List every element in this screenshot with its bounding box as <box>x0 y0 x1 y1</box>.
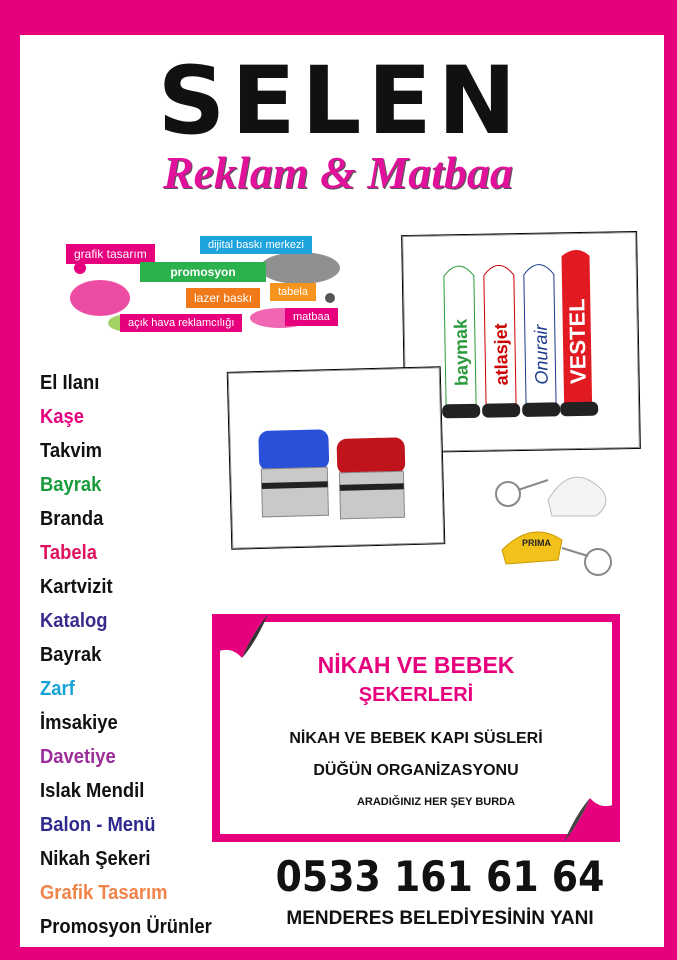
service-item: Takvim <box>40 440 103 462</box>
service-item: Katalog <box>40 610 108 632</box>
collage-strip: promosyon <box>140 262 266 282</box>
flag-brand-vestel: VESTEL <box>564 298 591 385</box>
service-item: Promosyon Ürünler <box>40 916 212 938</box>
service-item: Zarf <box>40 678 75 700</box>
promo-line-5: ARADIĞINIZ HER ŞEY BURDA <box>356 796 516 808</box>
service-item: İmsakiye <box>40 712 118 734</box>
service-item: Kartvizit <box>40 576 113 598</box>
promo-line-3: NİKAH VE BEBEK KAPI SÜSLERİ <box>289 730 543 747</box>
address: MENDERES BELEDİYESİNİN YANI <box>286 908 594 929</box>
services-list <box>40 366 227 944</box>
promo-line-4: DÜĞÜN ORGANİZASYONU <box>313 762 519 779</box>
service-item: Balon - Menü <box>40 814 156 836</box>
company-subtitle: Reklam & Matbaa <box>162 147 514 198</box>
collage-strip: tabela <box>270 283 316 301</box>
collage-strip: matbaa <box>285 308 338 326</box>
service-item: Bayrak <box>40 474 102 496</box>
phone-number: 0533 161 61 64 <box>275 852 605 901</box>
promo-box-inner <box>220 622 612 834</box>
collage-strip: açık hava reklamcılığı <box>120 314 242 332</box>
keychain-helmets-graphic <box>492 460 622 590</box>
promo-line-2: ŞEKERLERİ <box>358 684 474 706</box>
flag-brand-baymak: baymak <box>450 318 472 387</box>
service-item: Nikah Şekeri <box>40 848 151 870</box>
service-item: Branda <box>40 508 104 530</box>
flag-brand-atlasjet: atlasjet <box>490 323 512 386</box>
rubber-stamps-graphic <box>229 368 443 547</box>
service-item: Kaşe <box>40 406 84 428</box>
service-item: El Ilanı <box>40 372 100 394</box>
stamps-photo <box>228 367 445 548</box>
promo-line-1: NİKAH VE BEBEK <box>317 652 515 678</box>
service-item: Tabela <box>40 542 97 564</box>
promo-box <box>212 614 620 842</box>
flag-brand-onurair: Onurair <box>530 324 552 385</box>
company-title: SELEN <box>157 47 523 156</box>
service-item: Bayrak <box>40 644 102 666</box>
collage-strip: dijital baskı merkezi <box>200 236 312 254</box>
collage-strip: grafik tasarım <box>66 244 155 264</box>
collage-strip: lazer baskı <box>186 288 260 308</box>
services-collage <box>60 228 360 346</box>
service-item: Davetiye <box>40 746 116 768</box>
service-item: Islak Mendil <box>40 780 145 802</box>
service-item: Grafik Tasarım <box>40 882 168 904</box>
keychain-label: PRIMA <box>522 538 551 548</box>
